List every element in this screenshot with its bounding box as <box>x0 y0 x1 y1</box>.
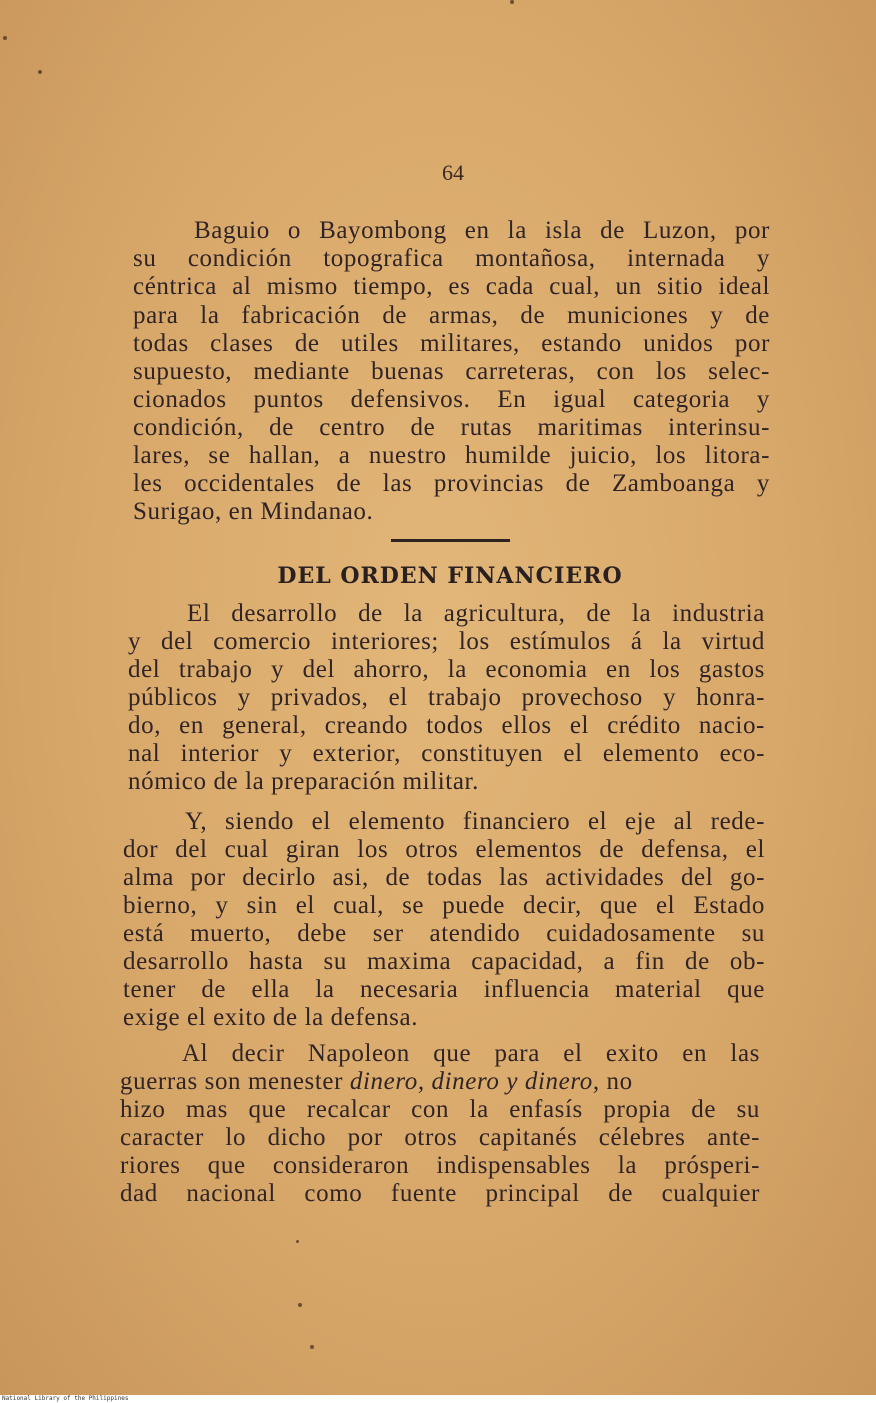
ink-speck <box>38 70 42 74</box>
paragraph-3-line: alma por decirlo asi, de todas las actividades del go- <box>123 864 765 891</box>
paragraph-4-line <box>120 1068 760 1096</box>
paragraph-1-line: condición, de centro de rutas maritimas interinsu- <box>133 414 770 441</box>
ink-speck <box>298 1303 302 1307</box>
paragraph-1-line: céntrica al mismo tiempo, es cada cual, un sitio ideal <box>133 273 770 300</box>
footer-bar <box>0 1395 876 1403</box>
paragraph-1-line: para la fabricación de armas, de municiones y de <box>133 302 770 329</box>
paragraph-2-line: públicos y privados, el trabajo provechoso y honra- <box>128 684 765 711</box>
paragraph-1-line: lares, se hallan, a nuestro humilde juicio, los litora- <box>133 442 770 469</box>
paragraph-2-line: El desarrollo de la agricultura, de la industria <box>187 600 765 627</box>
page-number: 64 <box>442 160 464 185</box>
paragraph-4-line: dad nacional como fuente principal de cualquier <box>120 1180 760 1207</box>
paragraph-4-line: Al decir Napoleon que para el exito en las <box>182 1040 760 1067</box>
paragraph-2-line: y del comercio interiores; los estímulos á la virtud <box>128 628 765 655</box>
paragraph-4-line: hizo mas que recalcar con la enfasís propia de su <box>120 1096 760 1123</box>
paragraph-3-line: bierno, y sin el cual, se puede decir, que el Estado <box>123 892 765 919</box>
ink-speck <box>3 36 7 40</box>
ink-speck <box>296 1240 299 1243</box>
footer-credit: National Library of the Philippines <box>2 1395 129 1402</box>
ink-speck <box>510 0 514 4</box>
paragraph-1-line: su condición topografica montañosa, internada y <box>133 245 770 272</box>
paragraph-2-line: del trabajo y del ahorro, la economia en los gastos <box>128 656 765 683</box>
ink-speck <box>310 1345 314 1349</box>
paragraph-4-italic-text: dinero, dinero y dinero, <box>349 1068 600 1095</box>
paragraph-1-line: supuesto, mediante buenas carreteras, con los selec- <box>133 358 770 385</box>
paragraph-2-line: nal interior y exterior, constituyen el elemento eco- <box>128 740 765 767</box>
paragraph-3-line: exige el exito de la defensa. <box>123 1004 419 1031</box>
paragraph-3-line: dor del cual giran los otros elementos de defensa, el <box>123 836 765 863</box>
paragraph-3-line: tener de ella la necesaria influencia material que <box>123 976 765 1003</box>
paragraph-1-line: les occidentales de las provincias de Zamboanga y <box>133 470 770 497</box>
paragraph-3-line: desarrollo hasta su maxima capacidad, a fin de ob- <box>123 948 765 975</box>
paragraph-4-text: no <box>599 1068 633 1095</box>
paragraph-1-line: todas clases de utiles militares, estando unidos por <box>133 330 770 357</box>
paragraph-1-line: Surigao, en Mindanao. <box>133 498 374 525</box>
paragraph-4-line: riores que consideraron indispensables la prósperi- <box>120 1152 760 1179</box>
section-heading: DEL ORDEN FINANCIERO <box>277 563 623 589</box>
section-divider <box>391 539 510 542</box>
paragraph-3-line: Y, siendo el elemento financiero el eje al rede- <box>185 808 765 835</box>
paragraph-3-line: está muerto, debe ser atendido cuidadosamente su <box>123 920 765 947</box>
paragraph-1-line: Baguio o Bayombong en la isla de Luzon, por <box>194 217 770 244</box>
paragraph-2-line: do, en general, creando todos ellos el crédito nacio- <box>128 712 765 739</box>
paragraph-1-line: cionados puntos defensivos. En igual categoria y <box>133 386 770 413</box>
paragraph-4-text: guerras son menester <box>120 1068 350 1095</box>
paragraph-4-line: caracter lo dicho por otros capitanés célebres ante- <box>120 1124 760 1151</box>
paragraph-2-line: nómico de la preparación militar. <box>128 768 479 795</box>
